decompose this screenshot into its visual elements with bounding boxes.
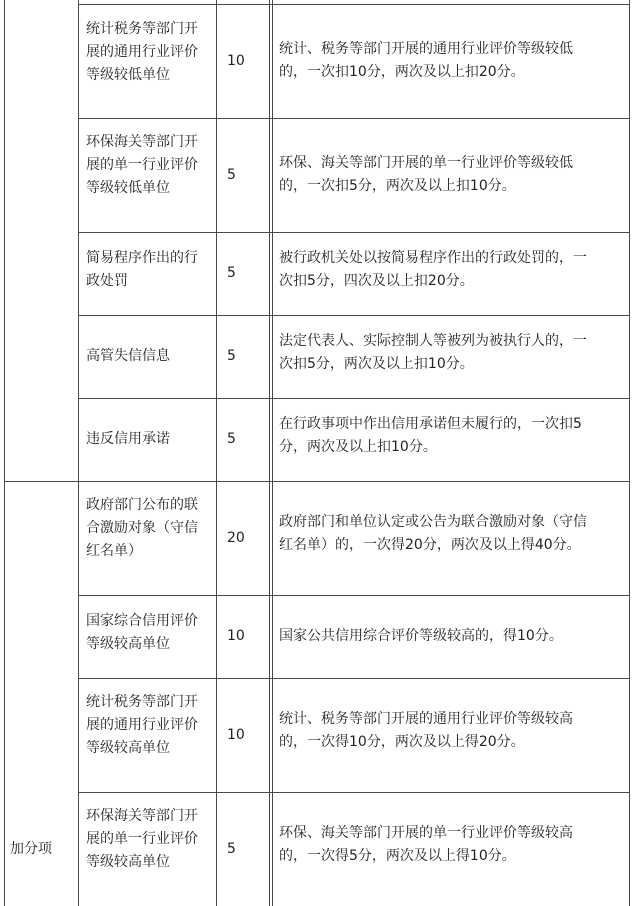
item-name: 环保海关等部门开 展的单一行业评价 等级较低单位 — [86, 134, 198, 196]
category-label-bonus: 加分项 — [10, 841, 52, 857]
column-divider — [269, 0, 270, 906]
item-score: 10 — [227, 727, 245, 743]
section-divider — [4, 481, 630, 482]
row-divider — [78, 118, 630, 119]
table-border-left — [4, 0, 5, 906]
item-rule: 国家公共信用综合评价等级较高的，得10分。 — [279, 628, 563, 644]
item-score: 5 — [227, 348, 236, 364]
row-divider — [78, 678, 630, 679]
item-rule: 在行政事项中作出信用承诺但未履行的，一次扣5 分，两次及以上扣10分。 — [279, 416, 582, 455]
item-rule: 统计、税务等部门开展的通用行业评价等级较高 的，一次得10分，两次及以上得20分。 — [279, 711, 573, 750]
item-score: 5 — [227, 431, 236, 447]
column-divider — [216, 0, 217, 906]
item-score: 5 — [227, 265, 236, 281]
item-name: 统计税务等部门开 展的通用行业评价 等级较低单位 — [86, 21, 198, 83]
item-name: 环保海关等部门开 展的单一行业评价 等级较高单位 — [86, 808, 198, 870]
item-name: 政府部门公布的联 合激励对象（守信 红名单） — [86, 497, 198, 559]
item-rule: 政府部门和单位认定或公告为联合激励对象（守信 红名单）的，一次得20分，两次及以上得40分。 — [279, 514, 587, 553]
item-rule: 统计、税务等部门开展的通用行业评价等级较低 的，一次扣10分，两次及以上扣20分。 — [279, 41, 573, 80]
row-divider — [78, 232, 630, 233]
column-divider — [78, 0, 79, 906]
column-divider — [272, 0, 273, 906]
item-rule: 被行政机关处以按简易程序作出的行政处罚的，一 次扣5分，四次及以上扣20分。 — [279, 250, 587, 289]
item-name: 简易程序作出的行 政处罚 — [86, 250, 198, 289]
row-divider — [78, 792, 630, 793]
item-rule: 法定代表人、实际控制人等被列为被执行人的，一 次扣5分，两次及以上扣10分。 — [279, 333, 587, 372]
row-divider — [78, 315, 630, 316]
item-rule: 环保、海关等部门开展的单一行业评价等级较低 的，一次扣5分，两次及以上扣10分。 — [279, 155, 573, 194]
item-name: 统计税务等部门开 展的通用行业评价 等级较高单位 — [86, 694, 198, 756]
item-name: 高管失信信息 — [86, 348, 170, 364]
item-score: 20 — [227, 530, 245, 546]
item-rule: 环保、海关等部门开展的单一行业评价等级较高 的，一次得5分，两次及以上得10分。 — [279, 825, 573, 864]
row-divider — [78, 595, 630, 596]
row-divider — [78, 398, 630, 399]
item-name: 违反信用承诺 — [86, 431, 170, 447]
item-score: 10 — [227, 53, 245, 69]
row-divider — [78, 4, 630, 5]
table-border-right — [629, 0, 630, 906]
item-score: 5 — [227, 167, 236, 183]
item-name: 国家综合信用评价 等级较高单位 — [86, 613, 198, 652]
item-score: 10 — [227, 628, 245, 644]
item-score: 5 — [227, 841, 236, 857]
